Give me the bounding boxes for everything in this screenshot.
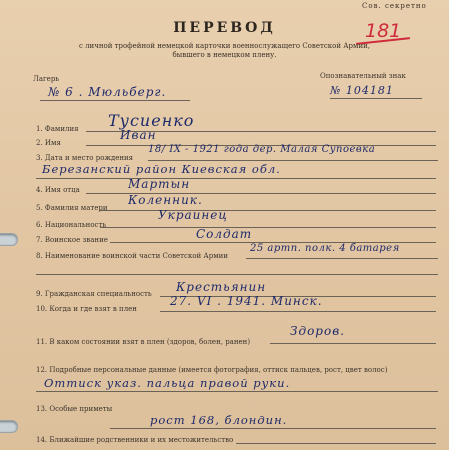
field-rule bbox=[110, 428, 436, 429]
field-nationality-value: Украинец bbox=[158, 208, 228, 222]
field-rule bbox=[36, 274, 438, 275]
field-condition-value: Здоров. bbox=[290, 324, 346, 338]
punch-hole bbox=[0, 420, 18, 433]
subtitle-line-1: с личной трофейной немецкой карточки военнослужащего Советской Армии, bbox=[78, 42, 371, 50]
field-nationality-label: 6. Национальность bbox=[36, 221, 107, 229]
ident-rule bbox=[330, 98, 422, 99]
subtitle-line-2: бывшего в немецком плену. bbox=[172, 51, 277, 59]
field-mother-label: 5. Фамилия матери bbox=[36, 204, 108, 212]
camp-value: № 6 . Мюльберг. bbox=[48, 85, 167, 99]
field-marks-value: рост 168, блондин. bbox=[150, 413, 288, 427]
field-rank-label: 7. Воинское звание bbox=[36, 236, 108, 244]
field-unit-value: 25 артп. полк. 4 батарея bbox=[250, 243, 400, 254]
field-name-value: Иван bbox=[120, 128, 157, 142]
camp-label: Лагерь bbox=[33, 75, 60, 83]
ident-label: Опознавательный знак bbox=[320, 72, 406, 80]
field-relatives-label: 14. Ближайшие родственники и их местожительство bbox=[36, 436, 234, 444]
field-rule bbox=[236, 443, 436, 444]
field-capture-label: 10. Когда и где взят в плен bbox=[36, 305, 137, 313]
field-profession-value: Крестьянин bbox=[176, 280, 267, 294]
field-details-label: 12. Подробные персональные данные (имеется фотография, оттиск пальцев, рост, цвет волос) bbox=[36, 366, 388, 374]
field-condition-label: 11. В каком состоянии взят в плен (здоров, болен, ранен) bbox=[36, 338, 251, 346]
field-marks-label: 13. Особые приметы bbox=[36, 405, 113, 413]
field-unit-label: 8. Наименование воинской части Советской Армии bbox=[36, 252, 228, 260]
field-father-label: 4. Имя отца bbox=[36, 186, 80, 194]
field-rule bbox=[270, 343, 436, 344]
field-rule bbox=[100, 210, 436, 211]
field-surname-label: 1. Фамилия bbox=[36, 125, 79, 133]
ident-value: № 104181 bbox=[330, 84, 394, 97]
field-mother-value: Коленник. bbox=[128, 193, 203, 207]
field-rule bbox=[36, 391, 438, 392]
field-rule bbox=[100, 227, 436, 228]
field-name-label: 2. Имя bbox=[36, 139, 61, 147]
field-father-value: Мартын bbox=[128, 177, 191, 191]
page-title: ПЕРЕВОД bbox=[173, 20, 276, 36]
field-rule bbox=[148, 160, 438, 161]
stamp-number: 181 bbox=[365, 20, 402, 42]
field-capture-value: 27. VI . 1941. Минск. bbox=[170, 294, 323, 308]
secret-label: Сов. секретно bbox=[362, 2, 427, 10]
field-birth-label: 3. Дата и место рождения bbox=[36, 154, 134, 162]
field-rank-value: Солдат bbox=[196, 227, 253, 241]
field-rule bbox=[36, 178, 436, 179]
punch-hole bbox=[0, 233, 18, 246]
field-birth-value-2: Березанский район Киевская обл. bbox=[42, 162, 281, 176]
field-rule bbox=[246, 258, 438, 259]
field-profession-label: 9. Гражданская специальность bbox=[36, 290, 152, 298]
camp-rule bbox=[40, 100, 190, 101]
field-birth-value: 18/ IX - 1921 года дер. Малая Супоевка bbox=[148, 144, 376, 155]
field-details-value: Оттиск указ. пальца правой руки. bbox=[44, 376, 291, 390]
field-surname-value: Тусиенко bbox=[108, 111, 195, 130]
field-rule bbox=[160, 311, 436, 312]
